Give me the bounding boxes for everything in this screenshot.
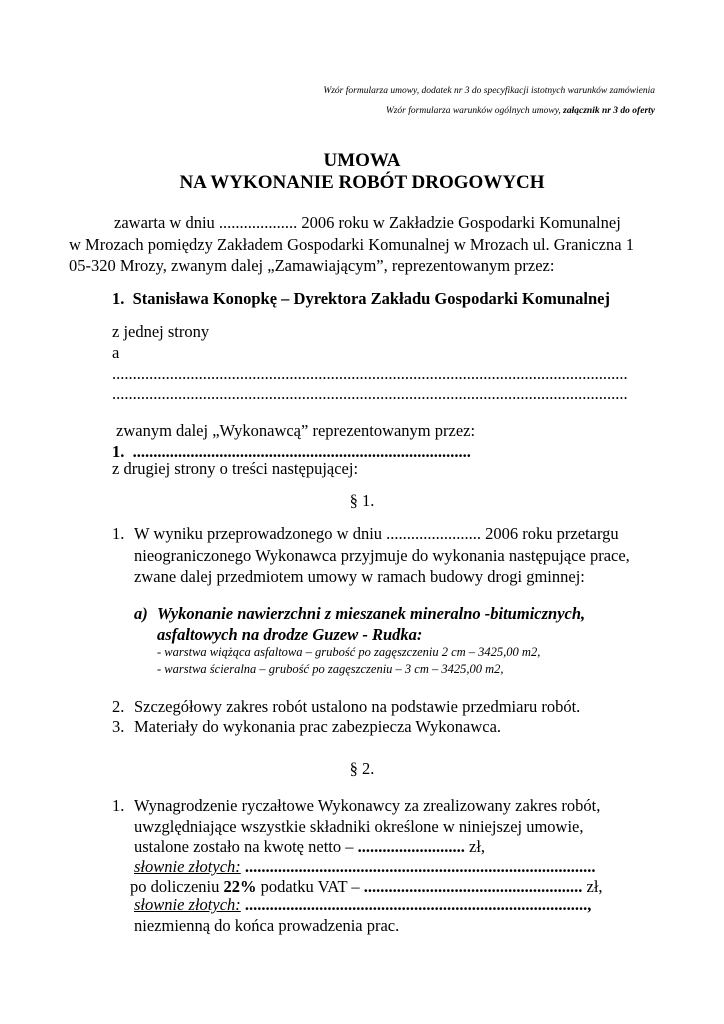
s2-net-amount-suffix: zł, [464,837,486,856]
fill-line-1: ............................................................................................................................. [112,364,628,383]
intro-line-2: w Mrozach pomiędzy Zakładem Gospodarki Komunalnej w Mrozach ul. Graniczna 1 [69,235,634,254]
s2-vat-middle: podatku VAT – [256,877,364,896]
s1-item1-line1: W wyniku przeprowadzonego w dniu ....................... 2006 roku przetargu [134,524,619,543]
representative-number: 1. [112,289,125,308]
s2-vat-percent: 22% [223,877,257,896]
header-note-2 [386,106,655,116]
s1-sub-a-line1: Wykonanie nawierzchni z mieszanek mineralno -bitumicznych, [157,604,586,623]
header-note-2-prefix: Wzór formularza warunków ogólnych umowy, [385,106,564,116]
header-note-1: Wzór formularza umowy, dodatek nr 3 do specyfikacji istotnych warunków zamówienia [323,86,655,96]
s1-sub-a-label: a) [134,604,148,623]
s2-words-dots-1: ..................................................................................... [240,857,596,876]
document-title-line1: UMOWA [323,150,401,171]
header-note-2-bold: załącznik nr 3 do oferty [563,106,655,116]
s2-words-line-1 [134,857,596,877]
contractor-intro: zwanym dalej „Wykonawcą” reprezentowanym przez: [116,421,476,440]
fill-line-2: ............................................................................................................................. [112,384,628,403]
intro-line-3: 05-320 Mrozy, zwanym dalej „Zamawiającym”, reprezentowanym przez: [69,256,555,275]
s2-line-1: Wynagrodzenie ryczałtowe Wykonawcy za zrealizowany zakres robót, [134,796,601,815]
s2-words-dots-2: ..................................................................................., [240,895,592,914]
s1-item1-number: 1. [112,524,125,543]
s2-words-label-1: słownie złotych: [134,857,241,876]
contractor-dots: .................................................................................. [132,442,471,461]
s2-vat-line [130,877,603,897]
section1-heading: § 1. [349,491,375,510]
second-side-text: z drugiej strony o treści następującej: [112,459,359,478]
s2-item1-number: 1. [112,796,125,815]
s2-net-amount-dots: .......................... [357,837,465,856]
section2-heading: § 2. [349,759,375,778]
s2-words-line-2 [134,895,591,915]
representative [112,289,610,309]
contractor-number: 1. [112,442,125,461]
s1-item2-text: Szczegółowy zakres robót ustalono na podstawie przedmiaru robót. [134,697,581,716]
s1-item2-number: 2. [112,697,125,716]
s2-net-amount-prefix: ustalone zostało na kwotę netto – [134,837,358,856]
s2-words-label-2: słownie złotych: [134,895,241,914]
s1-layer-2: - warstwa ścieralna – grubość po zagęszczeniu – 3 cm – 3425,00 m2, [157,662,504,676]
s2-final-line: niezmienną do końca prowadzenia prac. [134,916,400,935]
s1-layer-1: - warstwa wiążąca asfaltowa – grubość po zagęszczeniu 2 cm – 3425,00 m2, [157,645,541,659]
s2-vat-suffix: zł, [582,877,603,896]
s1-item3-number: 3. [112,717,125,736]
representative-name: Stanisława Konopkę – Dyrektora Zakładu Gospodarki Komunalnej [132,289,610,308]
s1-item3-text: Materiały do wykonania prac zabezpiecza Wykonawca. [134,717,502,736]
s2-vat-prefix: po doliczeniu [130,877,224,896]
s2-line-2: uwzględniające wszystkie składniki określone w niniejszej umowie, [134,817,584,836]
s1-item1-line3: zwane dalej przedmiotem umowy w ramach budowy drogi gminnej: [134,567,585,586]
document-title-line2: NA WYKONANIE ROBÓT DROGOWYCH [179,172,545,193]
s1-item1-line2: nieograniczonego Wykonawca przyjmuje do wykonania następujące prace, [134,546,630,565]
s1-sub-a-line2: asfaltowych na drodze Guzew - Rudka: [157,625,423,644]
first-side-text: z jednej strony [112,322,210,341]
and-text: a [112,343,120,362]
s2-line-3 [134,837,485,857]
s2-vat-dots: ..................................................... [363,877,583,896]
intro-line-1: zawarta w dniu ................... 2006 roku w Zakładzie Gospodarki Komunalnej [114,213,621,232]
